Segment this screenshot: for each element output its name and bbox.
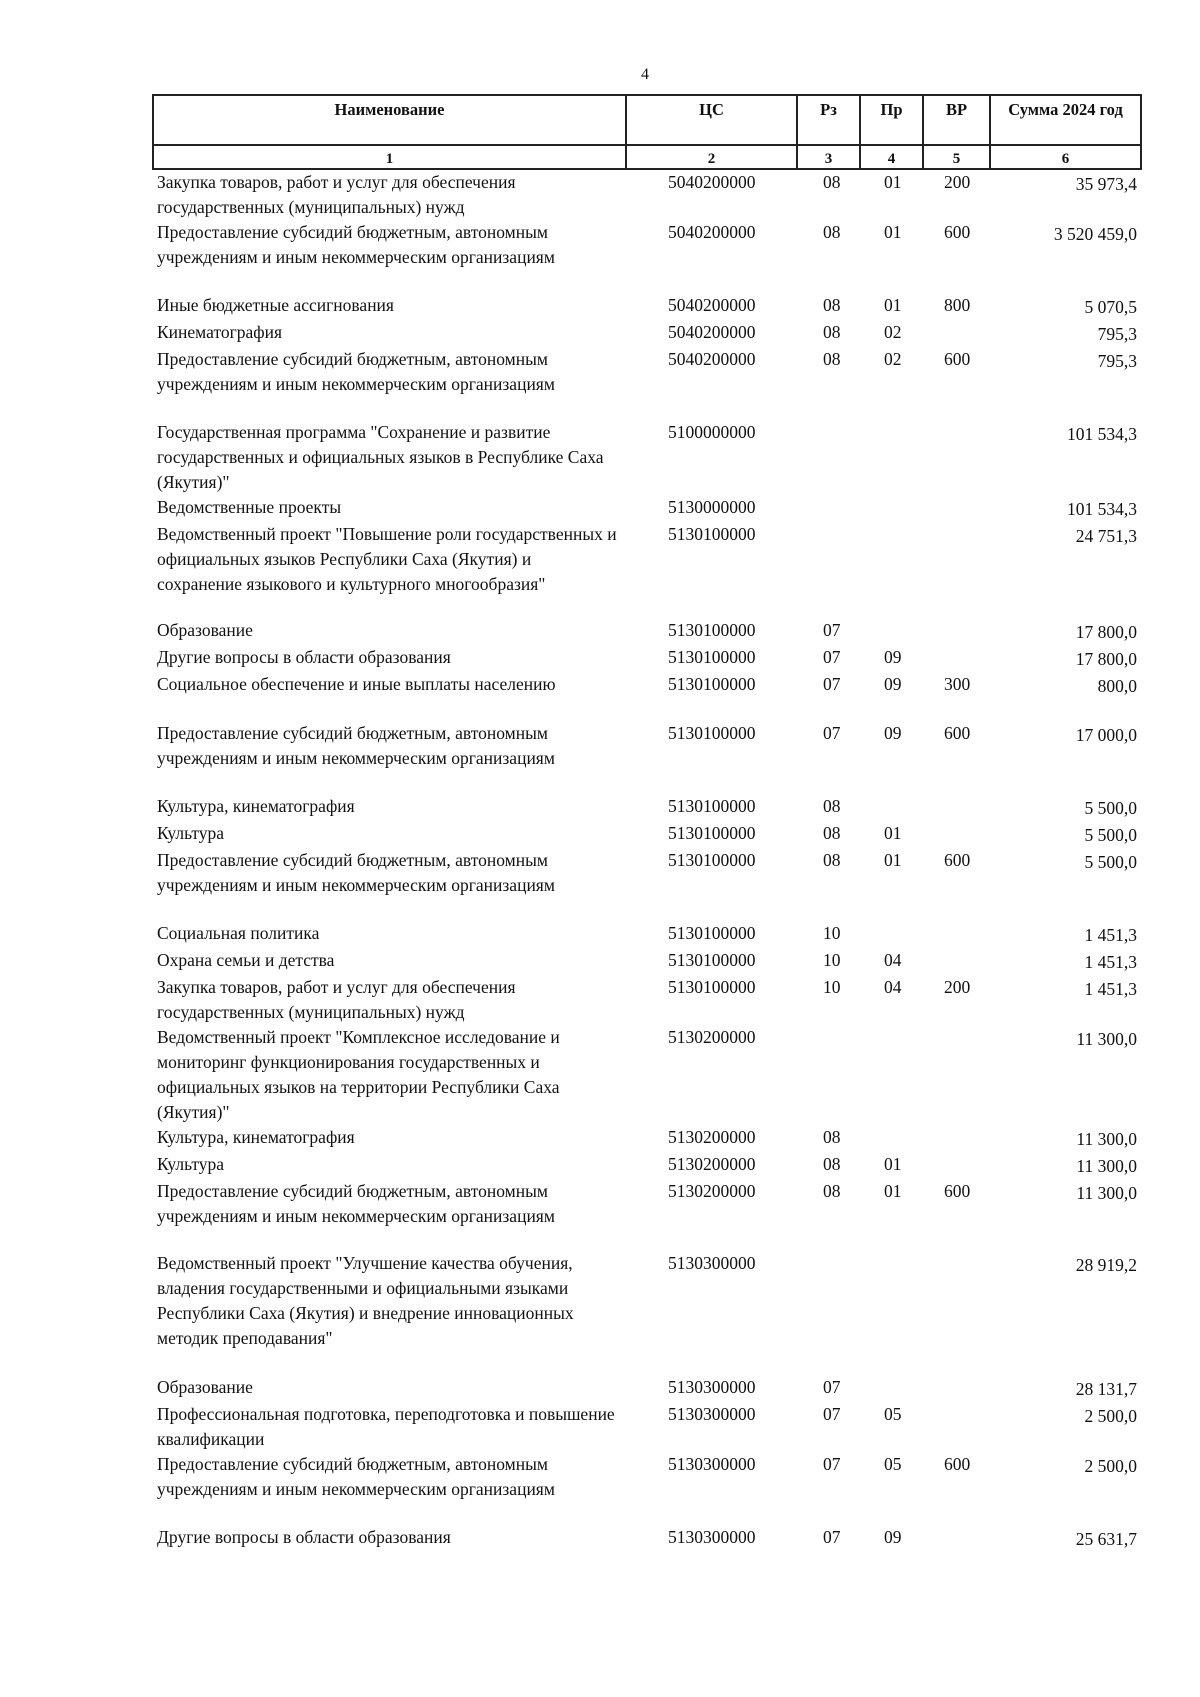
- cell-vr: [923, 1402, 990, 1452]
- cell-vr: 300: [944, 674, 971, 694]
- cell-rz: [797, 1025, 860, 1125]
- cell-vr: [923, 1152, 990, 1179]
- cell-sum: 1 451,3: [1084, 925, 1137, 945]
- cell-vr: [923, 821, 990, 848]
- cell-name: Предоставление субсидий бюджетным, автономным учреждениям и иным некоммерческим организациям: [157, 222, 555, 267]
- cell-rz: [797, 522, 860, 618]
- cell-name: Образование: [157, 620, 253, 640]
- cell-rz: 07: [823, 1377, 841, 1397]
- cell-vr: [923, 1525, 990, 1552]
- cell-rz: 07: [823, 1527, 841, 1547]
- cell-pr: 09: [884, 723, 902, 743]
- cell-rz: 10: [823, 977, 841, 997]
- cell-vr: [923, 1251, 990, 1375]
- cell-sum: 795,3: [1097, 351, 1137, 371]
- cell-vr: [923, 522, 990, 618]
- cell-name: Предоставление субсидий бюджетным, автономным учреждениям и иным некоммерческим организациям: [157, 1454, 555, 1499]
- cell-name: Другие вопросы в области образования: [157, 647, 451, 667]
- table-row: [153, 721, 1141, 794]
- table-row: [153, 821, 1141, 848]
- cell-sum: 17 800,0: [1075, 649, 1137, 669]
- cell-sum: 17 000,0: [1075, 725, 1137, 745]
- page-number: 4: [641, 66, 649, 83]
- cell-rz: 10: [823, 950, 841, 970]
- cell-rz: 08: [823, 796, 841, 816]
- cell-cs: 5130300000: [668, 1377, 756, 1397]
- header-name: Наименование: [153, 95, 626, 145]
- cell-pr: 05: [884, 1404, 902, 1424]
- cell-vr: [923, 618, 990, 645]
- cell-cs: 5130100000: [668, 796, 756, 816]
- cell-pr: [860, 921, 923, 948]
- cell-rz: 08: [823, 1154, 841, 1174]
- cell-pr: [860, 420, 923, 495]
- table-row: [153, 1025, 1141, 1125]
- cell-pr: 01: [884, 1181, 902, 1201]
- cell-name: Государственная программа "Сохранение и развитие государственных и официальных языков в Республике Саха (Якутия)": [157, 422, 604, 492]
- cell-cs: 5040200000: [668, 172, 756, 192]
- cell-vr: 600: [944, 723, 971, 743]
- cell-rz: 08: [823, 295, 841, 315]
- cell-name: Охрана семьи и детства: [157, 950, 335, 970]
- cell-cs: 5130300000: [668, 1454, 756, 1474]
- cell-sum: 1 451,3: [1084, 979, 1137, 999]
- cell-vr: 200: [944, 977, 971, 997]
- cell-vr: 600: [944, 1454, 971, 1474]
- cell-name: Ведомственный проект "Улучшение качества обучения, владения государственными и официальными языками Республики Саха (Якутия) и внедрение инновационных методик преподавания": [157, 1253, 574, 1348]
- table-row: [153, 645, 1141, 672]
- table-row: [153, 672, 1141, 721]
- table-row: [153, 1251, 1141, 1375]
- table-row: [153, 320, 1141, 347]
- cell-vr: 800: [944, 295, 971, 315]
- header-pr: Пр: [860, 95, 923, 145]
- cell-sum: 5 500,0: [1084, 825, 1137, 845]
- cell-sum: 11 300,0: [1076, 1183, 1137, 1203]
- cell-sum: 24 751,3: [1075, 526, 1137, 546]
- cell-pr: [860, 1375, 923, 1402]
- cell-sum: 5 500,0: [1084, 798, 1137, 818]
- header-sum: Сумма 2024 год: [990, 95, 1141, 145]
- cell-pr: 04: [884, 977, 902, 997]
- cell-pr: 01: [884, 823, 902, 843]
- cell-pr: [860, 794, 923, 821]
- cell-pr: [860, 618, 923, 645]
- column-number: 1: [153, 145, 626, 169]
- table-row: [153, 1125, 1141, 1152]
- cell-rz: 07: [823, 723, 841, 743]
- cell-vr: [923, 921, 990, 948]
- table-body: [153, 169, 1141, 1552]
- table-row: [153, 293, 1141, 320]
- column-number: 6: [990, 145, 1141, 169]
- cell-sum: 1 451,3: [1084, 952, 1137, 972]
- table-row: [153, 848, 1141, 921]
- cell-pr: 05: [884, 1454, 902, 1474]
- cell-rz: [797, 495, 860, 522]
- cell-cs: 5040200000: [668, 349, 756, 369]
- cell-rz: 07: [823, 647, 841, 667]
- cell-vr: [923, 420, 990, 495]
- cell-pr: 01: [884, 222, 902, 242]
- cell-sum: 17 800,0: [1075, 622, 1137, 642]
- cell-rz: 08: [823, 1181, 841, 1201]
- cell-name: Культура, кинематография: [157, 1127, 355, 1147]
- cell-name: Закупка товаров, работ и услуг для обеспечения государственных (муниципальных) нужд: [157, 977, 516, 1022]
- cell-sum: 11 300,0: [1076, 1129, 1137, 1149]
- header-vr: ВР: [923, 95, 990, 145]
- cell-vr: 600: [944, 1181, 971, 1201]
- cell-cs: 5130100000: [668, 850, 756, 870]
- cell-name: Предоставление субсидий бюджетным, автономным учреждениям и иным некоммерческим организациям: [157, 850, 555, 895]
- table-row: [153, 1375, 1141, 1402]
- cell-cs: 5130100000: [668, 723, 756, 743]
- cell-cs: 5040200000: [668, 322, 756, 342]
- column-number: 4: [860, 145, 923, 169]
- cell-rz: 08: [823, 349, 841, 369]
- cell-cs: 5130300000: [668, 1404, 756, 1424]
- cell-cs: 5130200000: [668, 1027, 756, 1047]
- cell-rz: 08: [823, 823, 841, 843]
- table-row: [153, 1525, 1141, 1552]
- cell-pr: [860, 1025, 923, 1125]
- table-row: [153, 1179, 1141, 1251]
- cell-cs: 5040200000: [668, 222, 756, 242]
- cell-sum: 3 520 459,0: [1053, 224, 1137, 244]
- table-header-row: [153, 95, 1141, 145]
- cell-cs: 5130100000: [668, 977, 756, 997]
- cell-pr: 01: [884, 172, 902, 192]
- cell-name: Предоставление субсидий бюджетным, автономным учреждениям и иным некоммерческим организациям: [157, 1181, 555, 1226]
- cell-pr: [860, 495, 923, 522]
- cell-vr: 200: [944, 172, 971, 192]
- cell-rz: 08: [823, 322, 841, 342]
- table-row: [153, 1452, 1141, 1525]
- cell-name: Профессиональная подготовка, переподготовка и повышение квалификации: [157, 1404, 615, 1449]
- cell-rz: 08: [823, 222, 841, 242]
- table-row: [153, 794, 1141, 821]
- cell-cs: 5130200000: [668, 1181, 756, 1201]
- cell-pr: 04: [884, 950, 902, 970]
- table-row: [153, 495, 1141, 522]
- cell-name: Образование: [157, 1377, 253, 1397]
- column-number-row: [153, 145, 1141, 169]
- cell-rz: 07: [823, 1404, 841, 1424]
- cell-vr: [923, 794, 990, 821]
- cell-rz: 08: [823, 172, 841, 192]
- cell-sum: 11 300,0: [1076, 1029, 1137, 1049]
- cell-sum: 800,0: [1097, 676, 1137, 696]
- table-row: [153, 169, 1141, 220]
- cell-cs: 5130100000: [668, 950, 756, 970]
- column-number: 3: [797, 145, 860, 169]
- cell-sum: 35 973,4: [1075, 174, 1137, 194]
- cell-name: Культура: [157, 1154, 225, 1174]
- cell-sum: 28 131,7: [1075, 1379, 1137, 1399]
- cell-pr: 09: [884, 674, 902, 694]
- cell-rz: 07: [823, 1454, 841, 1474]
- cell-cs: 5100000000: [668, 422, 756, 442]
- cell-name: Ведомственный проект "Комплексное исследование и мониторинг функционирования государственных и официальных языков на территории Республики Саха (Якутия)": [157, 1027, 560, 1122]
- column-number: 5: [923, 145, 990, 169]
- cell-vr: [923, 1025, 990, 1125]
- cell-name: Ведомственный проект "Повышение роли государственных и официальных языков Республики Саха (Якутия) и сохранение языкового и культурного многообразия": [157, 524, 617, 594]
- cell-sum: 11 300,0: [1076, 1156, 1137, 1176]
- cell-sum: 2 500,0: [1084, 1406, 1137, 1426]
- cell-name: Кинематография: [157, 322, 283, 342]
- cell-vr: 600: [944, 850, 971, 870]
- cell-name: Ведомственные проекты: [157, 497, 342, 517]
- cell-vr: [923, 948, 990, 975]
- cell-cs: 5130100000: [668, 620, 756, 640]
- cell-name: Культура: [157, 823, 225, 843]
- table-row: [153, 420, 1141, 495]
- cell-name: Другие вопросы в области образования: [157, 1527, 451, 1547]
- cell-cs: 5130100000: [668, 524, 756, 544]
- table-row: [153, 921, 1141, 948]
- cell-cs: 5040200000: [668, 295, 756, 315]
- cell-cs: 5130200000: [668, 1127, 756, 1147]
- cell-name: Культура, кинематография: [157, 796, 355, 816]
- table-row: [153, 1152, 1141, 1179]
- header-rz: Рз: [797, 95, 860, 145]
- table-row: [153, 975, 1141, 1025]
- cell-name: Предоставление субсидий бюджетным, автономным учреждениям и иным некоммерческим организациям: [157, 349, 555, 394]
- table-row: [153, 522, 1141, 618]
- cell-rz: 07: [823, 620, 841, 640]
- table-row: [153, 220, 1141, 293]
- cell-pr: 01: [884, 295, 902, 315]
- budget-table: [152, 94, 1142, 1552]
- cell-vr: [923, 1375, 990, 1402]
- cell-rz: 08: [823, 1127, 841, 1147]
- cell-pr: [860, 1251, 923, 1375]
- cell-sum: 28 919,2: [1075, 1255, 1137, 1275]
- cell-vr: [923, 495, 990, 522]
- cell-cs: 5130100000: [668, 923, 756, 943]
- cell-pr: 09: [884, 1527, 902, 1547]
- cell-pr: 02: [884, 349, 902, 369]
- cell-sum: 2 500,0: [1084, 1456, 1137, 1476]
- cell-pr: 09: [884, 647, 902, 667]
- cell-pr: [860, 522, 923, 618]
- cell-vr: [923, 645, 990, 672]
- cell-vr: [923, 1125, 990, 1152]
- cell-cs: 5130000000: [668, 497, 756, 517]
- cell-name: Социальная политика: [157, 923, 320, 943]
- cell-pr: 01: [884, 1154, 902, 1174]
- cell-sum: 25 631,7: [1075, 1529, 1137, 1549]
- cell-sum: 5 070,5: [1084, 297, 1137, 317]
- cell-sum: 101 534,3: [1067, 499, 1137, 519]
- table-row: [153, 948, 1141, 975]
- column-number: 2: [626, 145, 797, 169]
- cell-vr: [923, 320, 990, 347]
- cell-name: Предоставление субсидий бюджетным, автономным учреждениям и иным некоммерческим организациям: [157, 723, 555, 768]
- cell-pr: [860, 1125, 923, 1152]
- cell-rz: 07: [823, 674, 841, 694]
- cell-sum: 795,3: [1097, 324, 1137, 344]
- cell-cs: 5130300000: [668, 1527, 756, 1547]
- cell-rz: [797, 1251, 860, 1375]
- cell-pr: 02: [884, 322, 902, 342]
- cell-rz: [797, 420, 860, 495]
- cell-sum: 5 500,0: [1084, 852, 1137, 872]
- table-row: [153, 347, 1141, 420]
- table-row: [153, 618, 1141, 645]
- cell-cs: 5130300000: [668, 1253, 756, 1273]
- cell-pr: 01: [884, 850, 902, 870]
- cell-cs: 5130100000: [668, 647, 756, 667]
- table-row: [153, 1402, 1141, 1452]
- cell-rz: 08: [823, 850, 841, 870]
- cell-vr: 600: [944, 222, 971, 242]
- header-cs: ЦС: [626, 95, 797, 145]
- cell-name: Социальное обеспечение и иные выплаты населению: [157, 674, 556, 694]
- cell-sum: 101 534,3: [1067, 424, 1137, 444]
- cell-cs: 5130200000: [668, 1154, 756, 1174]
- cell-name: Иные бюджетные ассигнования: [157, 295, 394, 315]
- cell-rz: 10: [823, 923, 841, 943]
- cell-cs: 5130100000: [668, 823, 756, 843]
- cell-name: Закупка товаров, работ и услуг для обеспечения государственных (муниципальных) нужд: [157, 172, 516, 217]
- cell-cs: 5130100000: [668, 674, 756, 694]
- cell-vr: 600: [944, 349, 971, 369]
